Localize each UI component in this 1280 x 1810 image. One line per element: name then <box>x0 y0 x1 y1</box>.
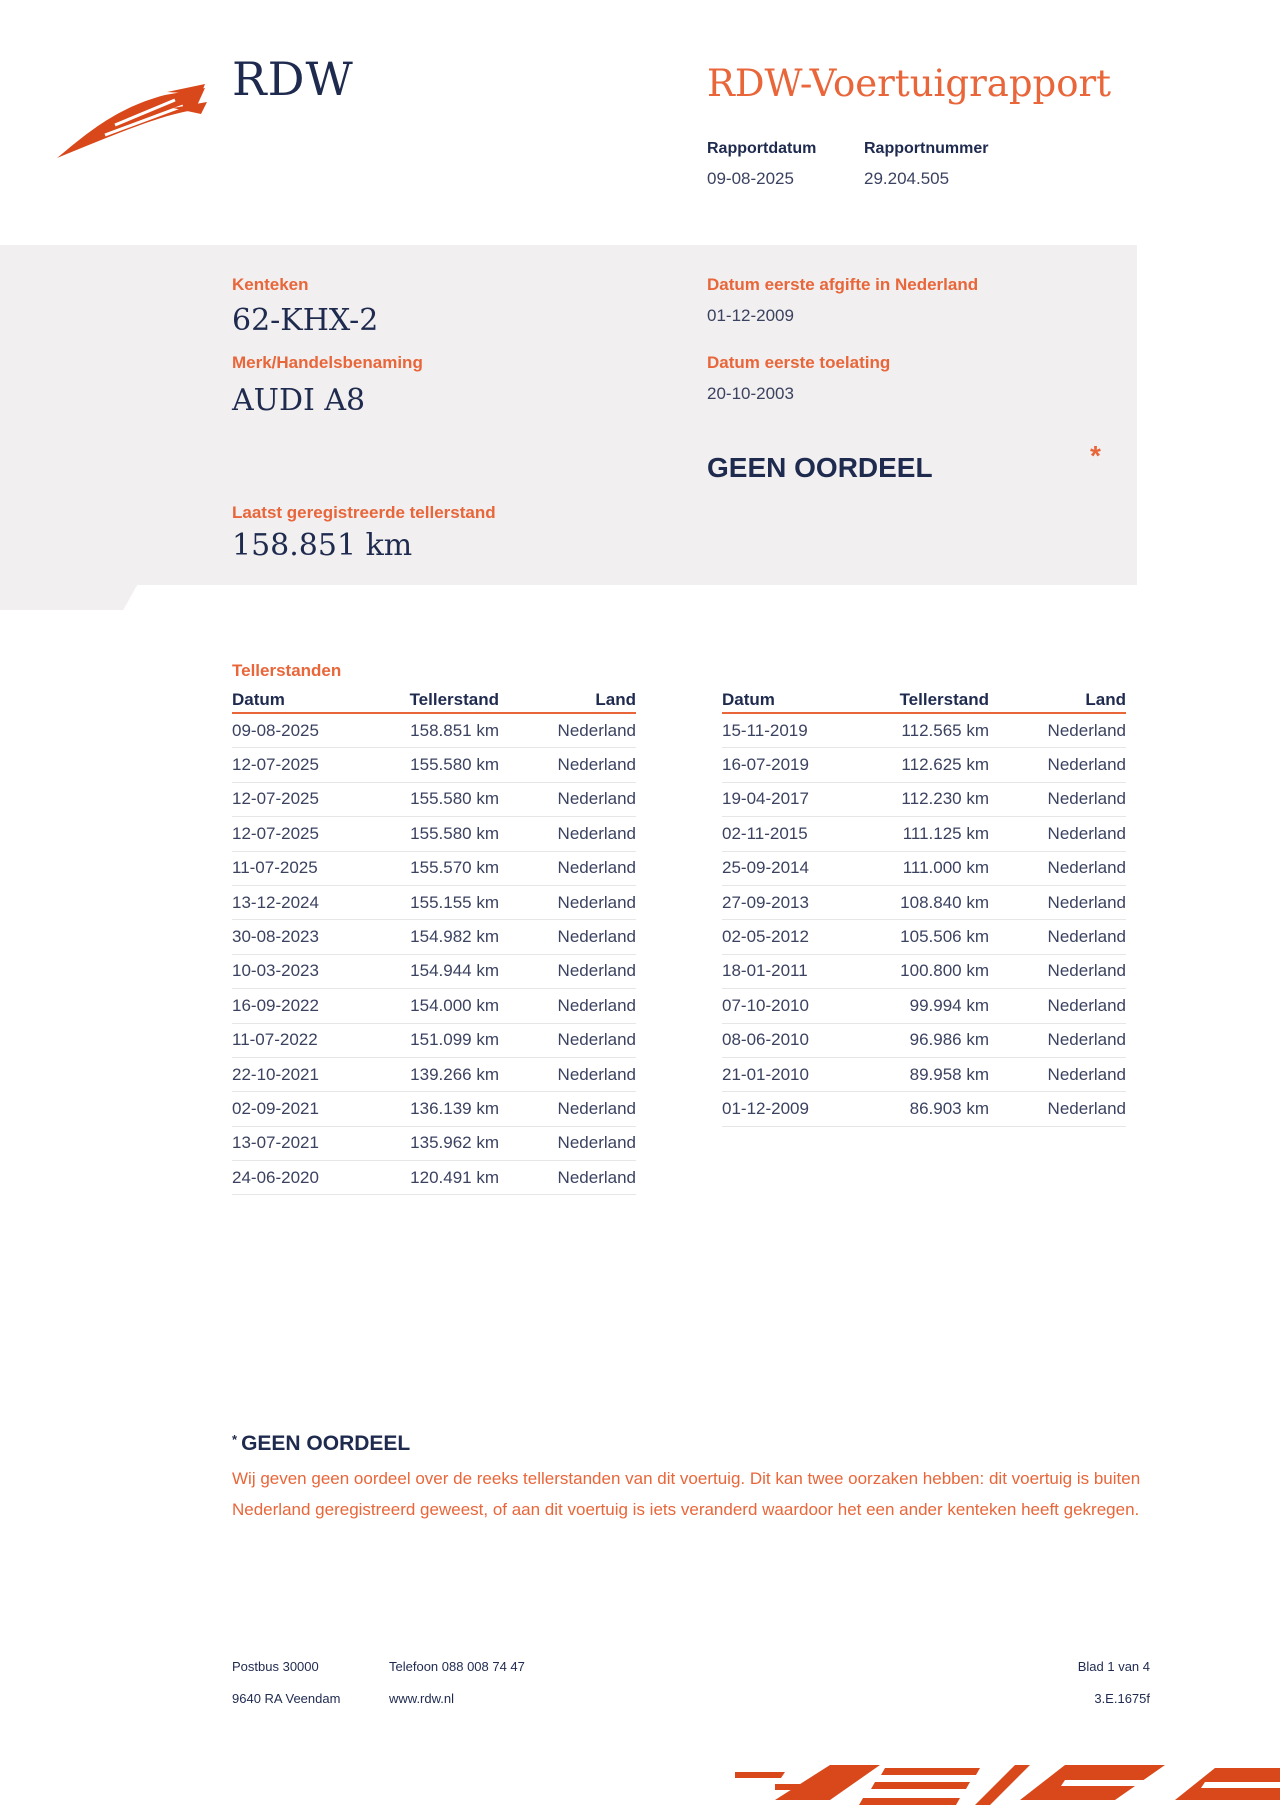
column-header-country: Land <box>595 690 636 709</box>
column-header-country: Land <box>1085 690 1126 709</box>
row-country: Nederland <box>1047 961 1126 981</box>
row-country: Nederland <box>1047 995 1126 1015</box>
row-country: Nederland <box>557 1098 636 1118</box>
row-reading: 155.570 km <box>410 858 499 878</box>
footer-phone: Telefoon 088 008 74 47 <box>389 1659 525 1674</box>
row-reading: 120.491 km <box>410 1167 499 1187</box>
table-row <box>722 783 1126 817</box>
footer-city: 9640 RA Veendam <box>232 1691 341 1706</box>
row-country: Nederland <box>557 858 636 878</box>
row-country: Nederland <box>1047 927 1126 947</box>
plate-label: Kenteken <box>232 275 309 294</box>
note-title-text: GEEN OORDEEL <box>241 1432 411 1455</box>
row-date: 13-12-2024 <box>232 892 319 912</box>
verdict-text: GEEN OORDEEL <box>707 452 933 483</box>
table-row <box>232 1024 636 1058</box>
row-country: Nederland <box>557 823 636 843</box>
row-reading: 154.982 km <box>410 927 499 947</box>
odometer-section-title: Tellerstanden <box>232 661 342 680</box>
row-reading: 139.266 km <box>410 1064 499 1084</box>
table-row <box>722 714 1126 748</box>
row-reading: 155.155 km <box>410 892 499 912</box>
row-reading: 112.230 km <box>901 789 989 809</box>
column-header-reading: Tellerstand <box>899 690 989 709</box>
row-reading: 96.986 km <box>909 1030 989 1050</box>
row-country: Nederland <box>1047 858 1126 878</box>
table-row <box>232 852 636 886</box>
row-date: 02-09-2021 <box>232 1098 319 1118</box>
column-header-date: Datum <box>722 690 775 709</box>
report-date-label: Rapportdatum <box>707 140 817 157</box>
row-date: 18-01-2011 <box>722 961 808 981</box>
row-reading: 154.944 km <box>410 961 499 981</box>
row-country: Nederland <box>557 995 636 1015</box>
row-date: 12-07-2025 <box>232 823 319 843</box>
rdw-logo-icon <box>55 80 215 165</box>
table-row <box>722 886 1126 920</box>
row-reading: 89.958 km <box>909 1064 989 1084</box>
footer-postbus: Postbus 30000 <box>232 1659 319 1674</box>
report-title: RDW-Voertuigrapport <box>707 62 1112 105</box>
table-row <box>232 783 636 817</box>
row-reading: 111.125 km <box>902 823 989 843</box>
row-country: Nederland <box>1047 755 1126 775</box>
column-header-date: Datum <box>232 690 285 709</box>
table-row <box>232 817 636 851</box>
row-country: Nederland <box>557 720 636 740</box>
table-row <box>232 1092 636 1126</box>
row-country: Nederland <box>1047 1064 1126 1084</box>
table-row <box>722 748 1126 782</box>
row-date: 19-04-2017 <box>722 789 809 809</box>
note-title <box>232 1432 410 1456</box>
row-reading: 155.580 km <box>410 755 499 775</box>
row-reading: 86.903 km <box>909 1098 989 1118</box>
brand-value: AUDI A8 <box>232 383 366 418</box>
row-reading: 112.625 km <box>901 755 989 775</box>
table-row <box>722 920 1126 954</box>
first-admission-label: Datum eerste toelating <box>707 353 891 372</box>
row-reading: 136.139 km <box>410 1098 499 1118</box>
table-row <box>722 1092 1126 1126</box>
row-reading: 100.800 km <box>900 961 989 981</box>
column-header-reading: Tellerstand <box>409 690 499 709</box>
row-reading: 111.000 km <box>902 858 989 878</box>
row-date: 12-07-2025 <box>232 789 319 809</box>
first-nl-label: Datum eerste afgifte in Nederland <box>707 275 979 294</box>
row-reading: 151.099 km <box>410 1030 499 1050</box>
row-date: 15-11-2019 <box>722 720 808 740</box>
row-date: 11-07-2022 <box>232 1030 318 1050</box>
row-country: Nederland <box>557 1064 636 1084</box>
brand-label: Merk/Handelsbenaming <box>232 353 423 372</box>
row-date: 10-03-2023 <box>232 961 319 981</box>
first-nl-value: 01-12-2009 <box>707 306 794 325</box>
row-reading: 108.840 km <box>900 892 989 912</box>
footer-page-number: Blad 1 van 4 <box>1077 1659 1150 1674</box>
row-date: 11-07-2025 <box>232 858 318 878</box>
row-country: Nederland <box>1047 823 1126 843</box>
plate-value: 62-KHX-2 <box>232 303 379 338</box>
row-reading: 135.962 km <box>410 1133 499 1153</box>
footer-document-code: 3.E.1675f <box>1094 1691 1150 1706</box>
row-date: 24-06-2020 <box>232 1167 319 1187</box>
row-country: Nederland <box>1047 1098 1126 1118</box>
row-country: Nederland <box>557 755 636 775</box>
row-country: Nederland <box>1047 892 1126 912</box>
table-row <box>232 1161 636 1195</box>
row-country: Nederland <box>557 961 636 981</box>
table-header <box>232 690 636 714</box>
odometer-label: Laatst geregistreerde tellerstand <box>232 503 496 522</box>
note-text: Wij geven geen oordeel over de reeks tellerstanden van dit voertuig. Dit kan twee oorzaken hebben: dit voertuig is buiten Nederland geregistreerd geweest, of aan dit voertuig is iets veranderd waardoor het een ander kenteken heeft gekregen. <box>232 1469 1141 1519</box>
row-date: 09-08-2025 <box>232 720 319 740</box>
table-row <box>722 1024 1126 1058</box>
row-country: Nederland <box>557 1133 636 1153</box>
table-row <box>722 989 1126 1023</box>
first-admission-value: 20-10-2003 <box>707 384 794 403</box>
table-row <box>722 817 1126 851</box>
report-number-label: Rapportnummer <box>864 140 989 157</box>
table-row <box>722 955 1126 989</box>
table-row <box>232 920 636 954</box>
table-row <box>232 989 636 1023</box>
table-row <box>232 1127 636 1161</box>
odometer-table-left <box>232 690 636 1195</box>
row-date: 16-09-2022 <box>232 995 319 1015</box>
row-reading: 155.580 km <box>410 789 499 809</box>
verdict-marker: * <box>1090 440 1101 471</box>
table-row <box>232 714 636 748</box>
row-date: 13-07-2021 <box>232 1133 319 1153</box>
row-reading: 155.580 km <box>410 823 499 843</box>
report-date: 09-08-2025 <box>707 169 794 188</box>
row-reading: 154.000 km <box>410 995 499 1015</box>
row-date: 21-01-2010 <box>722 1064 809 1084</box>
row-country: Nederland <box>1047 1030 1126 1050</box>
panel-tail-decoration <box>0 580 140 610</box>
table-row <box>232 748 636 782</box>
logo-text: RDW <box>232 52 354 106</box>
row-country: Nederland <box>557 892 636 912</box>
row-reading: 105.506 km <box>900 927 989 947</box>
table-row <box>722 1058 1126 1092</box>
decorative-stripes-icon <box>735 1760 1280 1810</box>
odometer-table-right <box>722 690 1126 1127</box>
table-row <box>232 886 636 920</box>
row-date: 16-07-2019 <box>722 755 809 775</box>
row-country: Nederland <box>1047 720 1126 740</box>
row-country: Nederland <box>1047 789 1126 809</box>
row-date: 02-05-2012 <box>722 927 809 947</box>
row-reading: 99.994 km <box>909 995 989 1015</box>
row-date: 01-12-2009 <box>722 1098 809 1118</box>
row-country: Nederland <box>557 789 636 809</box>
row-country: Nederland <box>557 1167 636 1187</box>
row-date: 07-10-2010 <box>722 995 809 1015</box>
vehicle-summary-panel <box>0 245 1137 585</box>
row-date: 27-09-2013 <box>722 892 809 912</box>
row-reading: 112.565 km <box>901 720 989 740</box>
table-row <box>232 1058 636 1092</box>
row-country: Nederland <box>557 1030 636 1050</box>
row-date: 30-08-2023 <box>232 927 319 947</box>
row-date: 02-11-2015 <box>722 823 808 843</box>
row-reading: 158.851 km <box>410 720 499 740</box>
note-marker: * <box>232 1432 238 1447</box>
row-date: 08-06-2010 <box>722 1030 809 1050</box>
footer-website[interactable]: www.rdw.nl <box>389 1691 455 1706</box>
table-row <box>232 955 636 989</box>
row-date: 25-09-2014 <box>722 858 809 878</box>
table-header <box>722 690 1126 714</box>
row-date: 22-10-2021 <box>232 1064 319 1084</box>
report-number: 29.204.505 <box>864 169 950 188</box>
row-date: 12-07-2025 <box>232 755 319 775</box>
row-country: Nederland <box>557 927 636 947</box>
odometer-value: 158.851 km <box>232 528 413 563</box>
table-row <box>722 852 1126 886</box>
